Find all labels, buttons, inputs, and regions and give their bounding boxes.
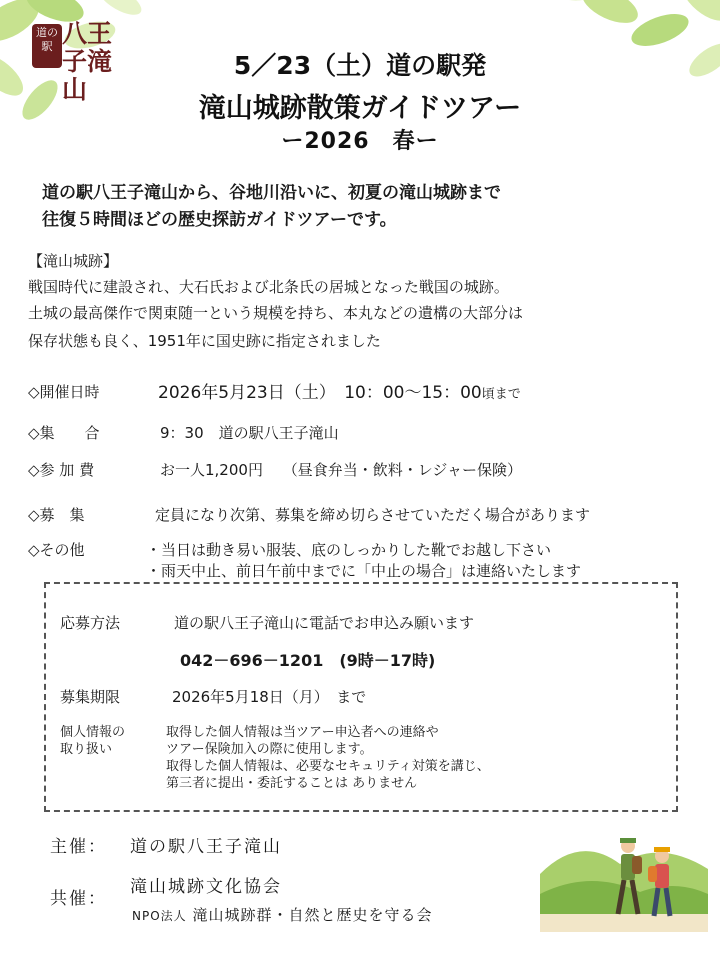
fee-label: ◇参 加 費: [28, 461, 95, 479]
privacy-line-4: 第三者に提出・委託することは ありません: [166, 776, 418, 791]
method-value: 道の駅八王子滝山に電話でお申込み願います: [174, 614, 475, 632]
meet-value: 9：30 道の駅八王子滝山: [160, 424, 339, 442]
about-line-1: 戦国時代に建設され、大石氏および北条氏の居城となった戦国の城跡。: [28, 278, 509, 296]
privacy-label-line-1: 個人情報の: [60, 725, 126, 740]
title-main: 滝山城跡散策ガイドツアー: [198, 93, 522, 124]
co-organizer-value-2: [132, 904, 432, 925]
privacy-label-line-2: 取り扱い: [60, 742, 113, 757]
period-value: 2026年5月18日（月） まで: [172, 688, 367, 706]
phone-number: 042－696－1201 (9時－17時): [180, 651, 436, 670]
logo-badge: 道の駅: [32, 24, 62, 68]
other-label: ◇その他: [28, 541, 85, 559]
recruit-value: 定員になり次第、募集を締め切らさせていただく場合があります: [155, 506, 591, 524]
hikers-illustration: [540, 814, 708, 932]
date-text: 2026年5月23日（土） 10：00〜15：00: [158, 383, 482, 403]
recruit-label: ◇募 集: [28, 506, 85, 524]
method-label: 応募方法: [60, 614, 121, 632]
npo-name: 滝山城跡群・自然と歴史を守る会: [192, 906, 433, 924]
privacy-line-1: 取得した個人情報は当ツアー申込者への連絡や: [166, 725, 439, 740]
logo-wordmark: 八王子滝山: [62, 19, 113, 104]
co-organizer-value-1: 滝山城跡文化協会: [130, 877, 282, 897]
privacy-text: [166, 724, 490, 792]
npo-prefix: NPO法人: [132, 909, 187, 923]
organizer-value: 道の駅八王子滝山: [130, 837, 282, 857]
period-label: 募集期限: [60, 688, 121, 706]
date-suffix: 頃まで: [481, 387, 521, 402]
about-heading: 【滝山城跡】: [28, 252, 119, 270]
about-line-2: 土城の最高傑作で関東随一という規模を持ち、本丸などの遺構の大部分は: [28, 304, 524, 322]
privacy-label: [60, 724, 125, 758]
privacy-line-3: 取得した個人情報は、必要なセキュリティ対策を講じ、: [166, 759, 490, 774]
co-organizer-label: 共催：: [50, 889, 107, 909]
title-date: 5／23（土）道の駅発: [233, 51, 487, 80]
lead-line-2: 往復５時間ほどの歴史探訪ガイドツアーです。: [42, 210, 397, 230]
organizer-label: 主催：: [50, 837, 107, 857]
lead-line-1: 道の駅八王子滝山から、谷地川沿いに、初夏の滝山城跡まで: [42, 183, 501, 203]
privacy-line-2: ツアー保険加入の際に使用します。: [166, 742, 373, 757]
date-label: ◇開催日時: [28, 383, 100, 401]
about-line-3: 保存状態も良く、1951年に国史跡に指定されました: [28, 332, 381, 350]
title-season: ー2026 春ー: [281, 129, 439, 154]
fee-value: お一人1,200円 （昼食弁当・飲料・レジャー保険）: [160, 461, 523, 479]
other-line-2: ・雨天中止、前日午前中までに「中止の場合」は連絡いたします: [146, 562, 582, 580]
meet-label: ◇集 合: [28, 424, 100, 442]
application-box: [44, 582, 678, 812]
other-line-1: ・当日は動き易い服装、底のしっかりした靴でお越し下さい: [146, 541, 552, 559]
date-value: [158, 378, 521, 403]
